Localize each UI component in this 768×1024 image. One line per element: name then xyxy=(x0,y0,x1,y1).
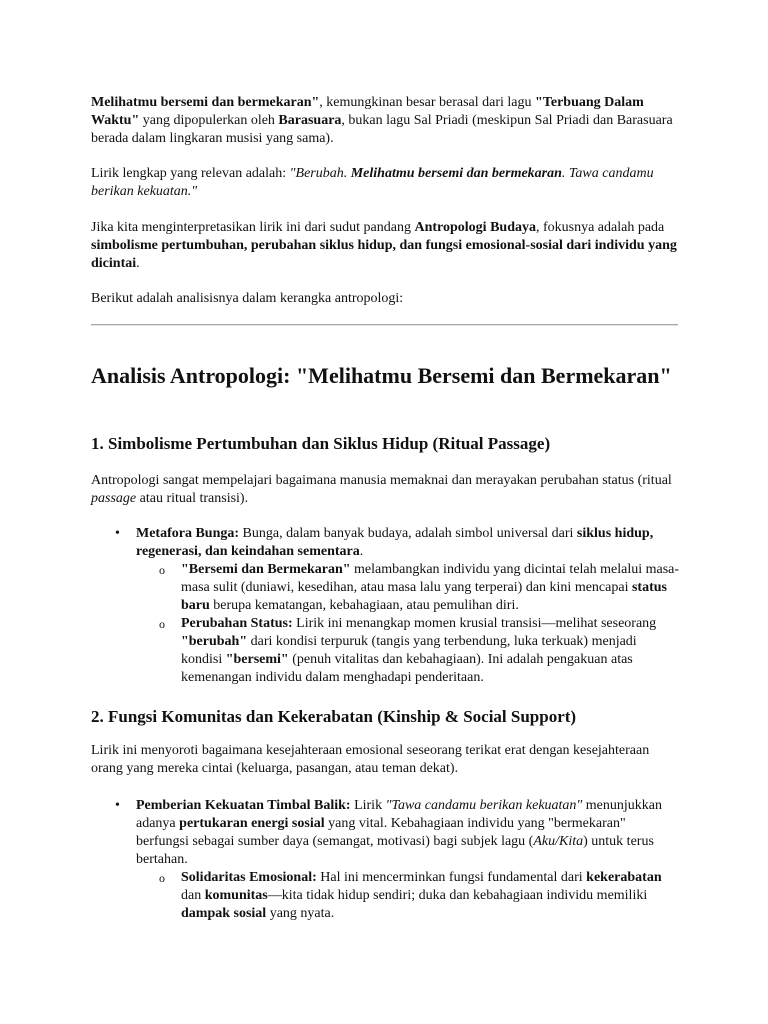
sub-list-item: o "Bersemi dan Bermekaran" melambangkan individu yang dicintai telah melalui masa-masa sulit (duniawi, kesedihan, atau masa lalu yang terperai) dan kini mencapai status baru berupa kematangan, kebahagiaan, atau pemulihan diri. xyxy=(159,562,680,613)
intro-paragraph-1: Melihatmu bersemi dan bermekaran", kemungkinan besar berasal dari lagu "Terbuang Dalam Waktu" yang dipopulerkan oleh Barasuara, bukan lagu Sal Priadi (meskipun Sal Priadi dan Barasuara berada dalam lingkaran musisi yang sama). xyxy=(91,95,673,146)
intro-paragraph-4: Berikut adalah analisisnya dalam kerangka antropologi: xyxy=(91,291,404,306)
circle-bullet-icon: o xyxy=(159,563,165,577)
intro-paragraph-3: Jika kita menginterpretasikan lirik ini dari sudut pandang Antropologi Budaya, fokusnya adalah pada simbolisme pertumbuhan, perubahan siklus hidup, dan fungsi emosional-sosial dari individu yang dicintai. xyxy=(91,220,677,271)
intro-paragraph-2: Lirik lengkap yang relevan adalah: "Berubah. Melihatmu bersemi dan bermekaran. Tawa candamu berikan kekuatan." xyxy=(91,166,654,199)
bullet-icon: • xyxy=(115,526,120,541)
list-item: • Pemberian Kekuatan Timbal Balik: Lirik "Tawa candamu berikan kekuatan" menunjukkan adanya pertukaran energi sosial yang vital. Kebahagiaan individu yang "bermekaran" berfungsi sebagai sumber daya (semangat, motivasi) bagi subjek lagu (Aku/Kita) untuk terus bertahan. xyxy=(115,798,663,867)
sub-list-item: o Solidaritas Emosional: Hal ini mencerminkan fungsi fundamental dari kekerabatan dan komunitas—kita tidak hidup sendiri; duka dan kebahagiaan individu memiliki dampak sosial yang nyata. xyxy=(159,870,662,921)
sub-list-item: o Perubahan Status: Lirik ini menangkap momen krusial transisi—melihat seseorang "berubah" dari kondisi terpuruk (tangis yang terbendung, luka terkuak) menjadi kondisi "bersemi" (penuh vitalitas dan kebahagiaan). Ini adalah pengakuan atas kemenangan individu dalam menghadapi penderitaan. xyxy=(159,616,657,685)
section-2-title: 2. Fungsi Komunitas dan Kekerabatan (Kinship & Social Support) xyxy=(91,707,577,726)
section-1-title: 1. Simbolisme Pertumbuhan dan Siklus Hidup (Ritual Passage) xyxy=(91,434,551,453)
circle-bullet-icon: o xyxy=(159,871,165,885)
list-item: • Metafora Bunga: Bunga, dalam banyak budaya, adalah simbol universal dari siklus hidup, regenerasi, dan keindahan sementara. xyxy=(115,526,654,559)
section-2-paragraph: Lirik ini menyoroti bagaimana kesejahteraan emosional seseorang terikat erat dengan kesejahteraan orang yang mereka cintai (keluarga, pasangan, atau teman dekat). xyxy=(91,743,650,776)
horizontal-divider xyxy=(91,324,678,326)
circle-bullet-icon: o xyxy=(159,617,165,631)
section-1-paragraph: Antropologi sangat mempelajari bagaimana manusia memaknai dan merayakan perubahan status (ritual passage atau ritual transisi). xyxy=(91,473,672,506)
bullet-icon: • xyxy=(115,798,120,813)
main-heading: Analisis Antropologi: "Melihatmu Bersemi dan Bermekaran" xyxy=(91,363,672,388)
